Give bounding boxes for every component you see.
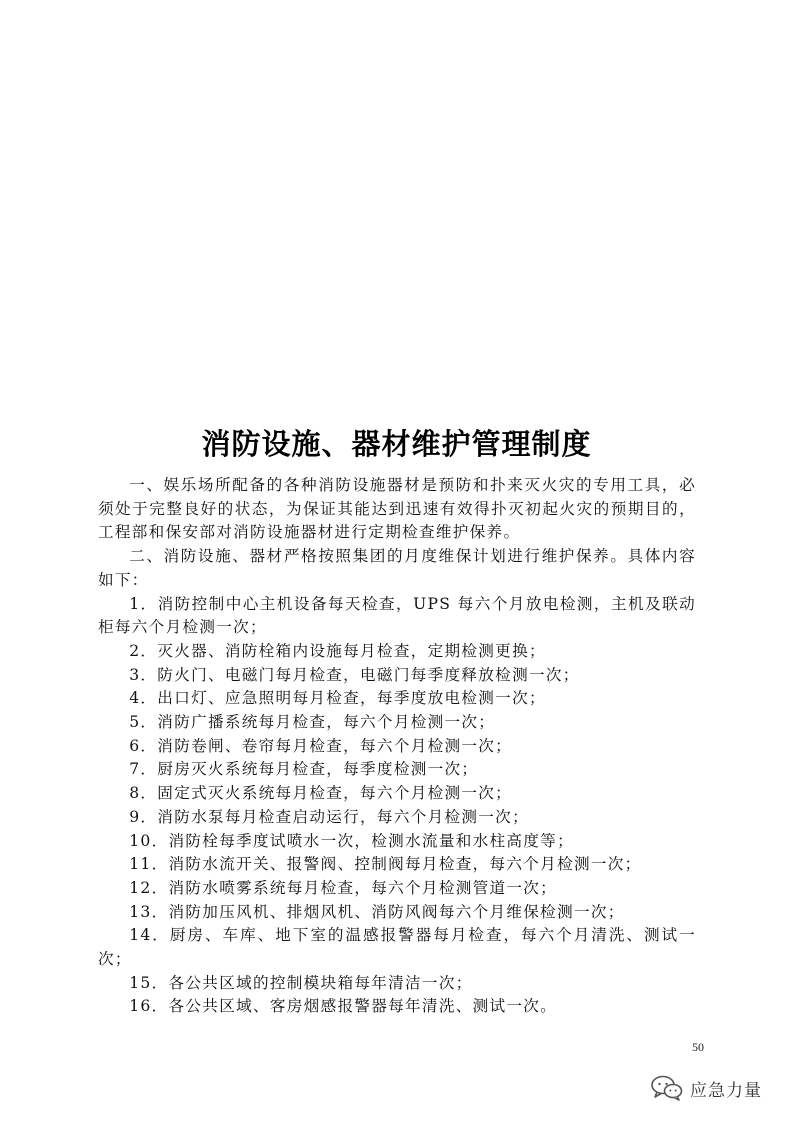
list-item: 2．灭火器、消防栓箱内设施每月检查，定期检测更换；: [129, 641, 546, 660]
list-item: 10．消防栓每季度试喷水一次，检测水流量和水柱高度等；: [129, 831, 574, 850]
page-title: 消防设施、器材维护管理制度: [201, 427, 592, 461]
list-item: 7．厨房灭火系统每月检查，每季度检测一次；: [129, 760, 479, 779]
list-item: 15．各公共区域的控制模块箱每年清洁一次；: [129, 973, 473, 992]
list-item: 3．防火门、电磁门每月检查，电磁门每季度释放检测一次；: [129, 665, 580, 684]
document-body: [98, 474, 696, 1019]
list-item: 1．消防控制中心主机设备每天检查，UPS 每六个月放电检测，主机及联动柜每六个月检测一次；: [98, 594, 696, 637]
list-item: 16．各公共区域、客房烟感报警器每年清洗、测试一次。: [129, 997, 558, 1016]
list-item: 8．固定式灭火系统每月检查，每六个月检测一次；: [129, 784, 513, 803]
maintenance-list: [98, 593, 696, 1020]
list-item: 11．消防水流开关、报警阀、控制阀每月检查，每六个月检测一次；: [129, 855, 642, 874]
list-item: 14．厨房、车库、地下室的温感报警器每月检查，每六个月清洗、测试一次；: [98, 926, 696, 969]
list-item: 12．消防水喷雾系统每月检查，每六个月检测管道一次；: [129, 878, 558, 897]
watermark: [650, 1073, 762, 1103]
paragraph-maintenance-plan: 二、消防设施、器材严格按照集团的月度维保计划进行维护保养。具体内容如下：: [98, 547, 696, 589]
list-item: 6．消防卷闸、卷帘每月检查，每六个月检测一次；: [129, 736, 513, 755]
list-item: 13．消防加压风机、排烟风机、消防风阀每六个月维保检测一次；: [129, 902, 625, 921]
paragraph-intro: 一、娱乐场所配备的各种消防设施器材是预防和扑来灭火灾的专用工具，必须处于完整良好的状态，为保证其能达到迅速有效得扑灭初起火灾的预期目的，工程部和保安部对消防设施器材进行定期检查维护保养。: [98, 476, 696, 542]
watermark-text: 应急力量: [690, 1080, 762, 1101]
wechat-icon: [650, 1074, 684, 1102]
list-item: 5．消防广播系统每月检查，每六个月检测一次；: [129, 713, 496, 732]
page-number: 50: [692, 1040, 704, 1054]
list-item: 9．消防水泵每月检查启动运行，每六个月检测一次；: [129, 807, 529, 826]
list-item: 4．出口灯、应急照明每月检查，每季度放电检测一次；: [129, 689, 546, 708]
